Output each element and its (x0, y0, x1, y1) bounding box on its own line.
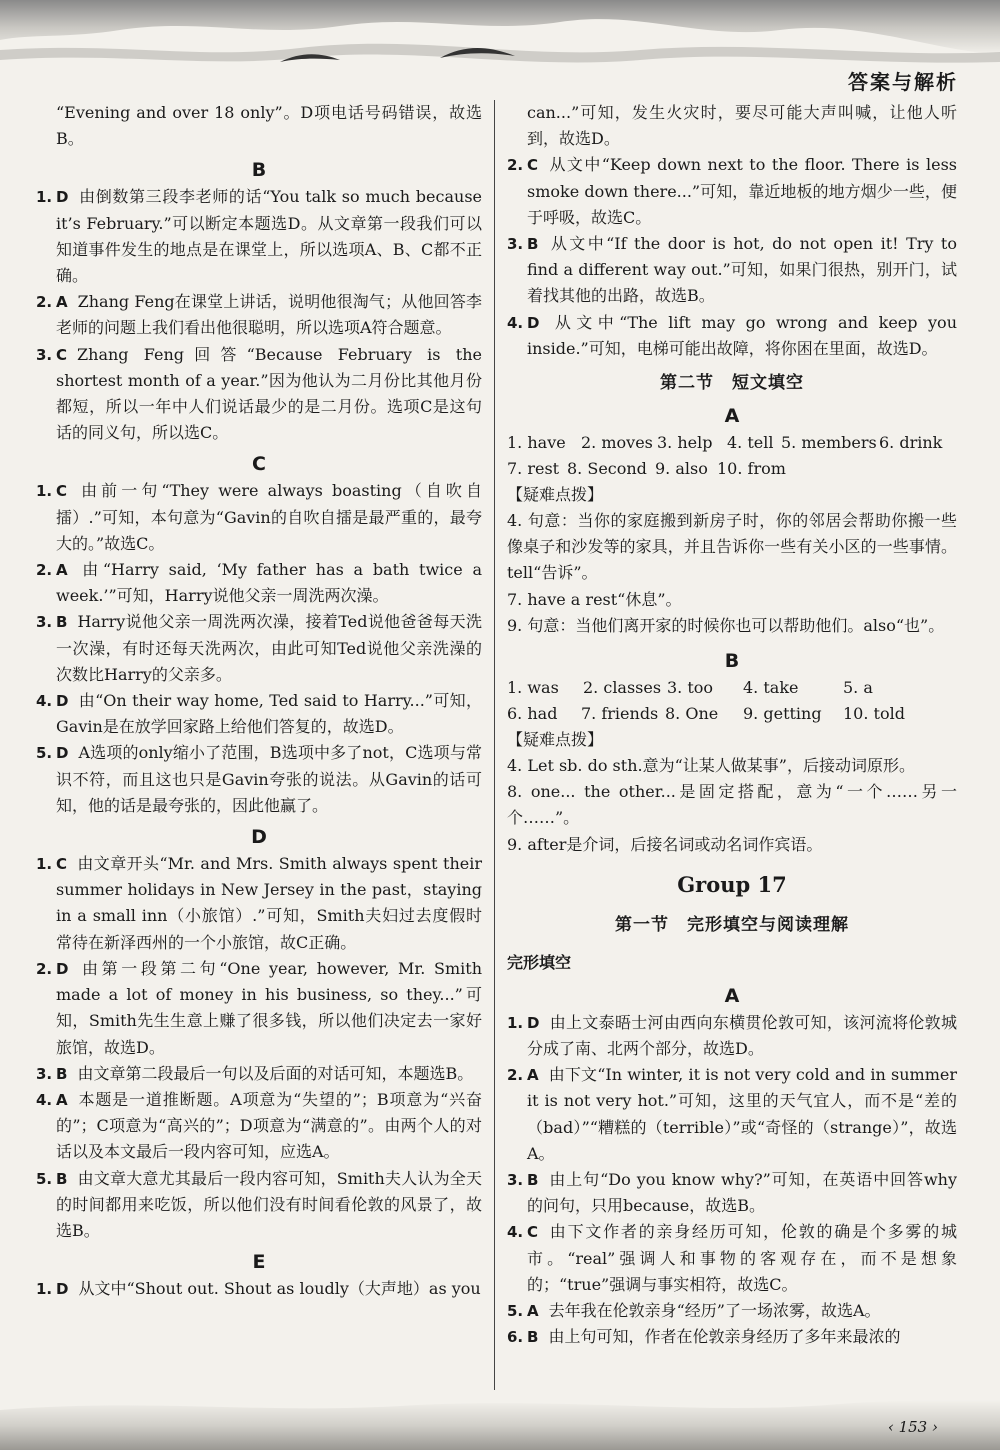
answer-word: 5. members (781, 433, 877, 453)
item-explanation: 由上句“Do you know why?”可知，在英语中回答why的问句，只用because，故选B。 (527, 1170, 957, 1216)
answer-row (507, 430, 957, 456)
continued-text: can...”可知，发生火灾时，要尽可能大声叫喊，让他人听到，故选D。 (527, 103, 957, 149)
tip-note: 9. after是介词，后接名词或动名词作宾语。 (507, 834, 823, 854)
item-number: 1. (36, 188, 53, 207)
answer-item (36, 851, 482, 956)
section-title: 第一节 完形填空与阅读理解 (615, 914, 849, 935)
answer-item (507, 1324, 957, 1350)
answer-word: 7. rest (507, 459, 560, 479)
item-explanation: 由上句可知，作者在伦敦亲身经历了多年来最浓的 (548, 1327, 901, 1347)
answer-item (36, 1087, 482, 1166)
answer-row (507, 675, 957, 701)
intro-text: “Evening and over 18 only”。D项电话号码错误，故选B。 (56, 103, 482, 149)
item-explanation: 由倒数第三段李老师的话“You talk so much because it’s February.”可以断定本题选D。从文章第一段我们可以知道事件发生的地点是在课堂上，所以选项A、B、C都不正确。 (56, 187, 482, 286)
section-letter: B (251, 159, 267, 182)
item-answer: D (56, 959, 69, 978)
answer-word: 3. help (657, 433, 713, 453)
item-number: 3. (36, 613, 53, 632)
item-number: 2. (507, 1066, 524, 1085)
item-number: 1. (36, 1280, 53, 1299)
item-answer: D (527, 1013, 540, 1032)
item-number: 3. (36, 1064, 53, 1083)
item-number: 3. (36, 345, 53, 364)
answer-word: 6. had (507, 704, 558, 724)
answer-item (36, 609, 482, 688)
item-answer: B (527, 1328, 539, 1347)
answer-word: 8. Second (567, 459, 647, 479)
item-number: 4. (36, 1090, 53, 1109)
left-column (36, 100, 482, 1302)
item-explanation: 由文章大意尤其最后一段内容可知，Smith夫人认为全天的时间都用来吃饭，所以他们没有时间看伦敦的风景了，故选B。 (56, 1168, 482, 1240)
answer-item (507, 1062, 957, 1167)
item-explanation: 由上文泰晤士河由西向东横贯伦敦可知，该河流将伦敦城分成了南、北两个部分，故选D。 (527, 1012, 957, 1059)
answer-item (36, 557, 482, 609)
answer-word: 10. told (843, 704, 905, 724)
answer-word: 4. tell (727, 433, 774, 453)
item-explanation: Zhang Feng回答“Because February is the shortest month of a year.”因为他认为二月份比其他月份都短，所以一年中人们说话最少的是二月份。选项C是这句话的同义句，所以选C。 (56, 344, 482, 443)
item-number: 1. (507, 1013, 524, 1032)
item-number: 5. (36, 1169, 53, 1188)
item-answer: C (56, 482, 68, 501)
item-number: 3. (507, 1171, 524, 1190)
item-number: 4. (36, 692, 53, 711)
item-number: 6. (507, 1328, 524, 1347)
answer-item (36, 956, 482, 1061)
item-explanation: 由下文作者的亲身经历可知，伦敦的确是个多雾的城市。“real”强调人和事物的客观存在，而不是想象的；“true”强调与事实相符，故选C。 (527, 1222, 957, 1294)
item-explanation: A选项的only缩小了范围，B选项中多了not，C选项与常识不符，而且这也只是Gavin夸张的说法。从Gavin的话可知，他的话是最夸张的，因此他赢了。 (56, 743, 482, 815)
item-answer: A (56, 293, 68, 312)
answer-row (507, 456, 957, 482)
item-explanation: 由“On their way home, Ted said to Harry...”可知，Gavin是在放学回家路上给他们答复的，故选D。 (56, 691, 482, 737)
item-answer: A (56, 561, 68, 580)
item-answer: B (56, 1169, 68, 1188)
tip-note: 7. have a rest“休息”。 (507, 589, 682, 609)
item-number: 1. (36, 855, 53, 874)
item-explanation: 由下文“In winter, it is not very cold and in summer it is not very hot.”可知，这里的天气宜人，而不是“差的（bad）”“糟糕的（terrible）”或“奇怪的（strange）”，故选A。 (527, 1065, 957, 1163)
group-title: Group 17 (677, 871, 787, 897)
answer-word: 3. too (667, 678, 714, 698)
item-number: 5. (507, 1302, 524, 1321)
item-number: 2. (36, 959, 53, 978)
item-number: 2. (36, 561, 53, 580)
tip-note: 8. one... the other...是固定搭配，意为“一个……另一个……”。 (507, 782, 957, 828)
item-explanation: 从文中“Keep down next to the floor. There is less smoke down there...”可知，靠近地板的地方烟少一些，便于呼吸，故选C。 (527, 155, 957, 227)
item-answer: C (56, 855, 68, 874)
item-answer: B (56, 613, 68, 632)
right-column (507, 100, 957, 1351)
section-letter: D (251, 826, 267, 849)
item-explanation: 从文中“The lift may go wrong and keep you inside.”可知，电梯可能出故障，将你困在里面，故选D。 (527, 312, 957, 358)
tip-note: 4. Let sb. do sth.意为“让某人做某事”，后接动词原形。 (507, 756, 915, 776)
answer-item (507, 1010, 957, 1062)
answer-word: 7. friends (581, 704, 659, 724)
item-answer: C (56, 345, 68, 364)
answer-word: 6. drink (879, 433, 943, 453)
answer-item (507, 152, 957, 231)
answer-item (36, 1276, 482, 1302)
answer-item (507, 310, 957, 362)
item-explanation: 由文章第二段最后一句以及后面的对话可知，本题选B。 (77, 1063, 474, 1083)
item-explanation: Harry说他父亲一周洗两次澡，接着Ted说他爸爸每天洗一次澡，有时还每天洗两次，由此可知Ted说他父亲洗澡的次数比Harry的父亲多。 (56, 612, 482, 684)
item-explanation: 去年我在伦敦亲身“经历”了一场浓雾，故选A。 (548, 1301, 881, 1321)
item-explanation: 由文章开头“Mr. and Mrs. Smith always spent their summer holidays in New Jersey in the past，staying in a small inn（小旅馆）.”可知，Smith夫妇过去度假时常待在新泽西州的一个小旅馆，故C正确。 (56, 854, 482, 952)
item-answer: A (527, 1066, 539, 1085)
item-answer: A (527, 1302, 539, 1321)
answer-word: 8. One (665, 704, 719, 724)
item-explanation: 由前一句“They were always boasting（自吹自擂）.”可知，本句意为“Gavin的自吹自擂是最严重的，最夸大的。”故选C。 (56, 481, 482, 553)
item-answer: D (527, 313, 540, 332)
answer-word: 2. classes (583, 678, 662, 698)
item-explanation: 本题是一道推断题。A项意为“失望的”；B项意为“兴奋的”；C项意为“高兴的”；D项意为“满意的”。由两个人的对话以及本文最后一段内容可知，应选A。 (56, 1089, 482, 1162)
tip-note: 9. 句意：当他们离开家的时候你也可以帮助他们。also“也”。 (507, 615, 945, 635)
item-answer: C (527, 156, 539, 175)
item-number: 5. (36, 744, 53, 763)
tips-label: 【疑难点拨】 (507, 485, 604, 505)
answer-row (507, 701, 957, 727)
footer-decoration (0, 1380, 1000, 1450)
answer-item (36, 184, 482, 289)
answer-item (36, 688, 482, 740)
answer-item (36, 740, 482, 819)
subsection-title: 完形填空 (507, 952, 572, 972)
answer-word: 1. was (507, 678, 559, 698)
answer-word: 5. a (843, 678, 873, 698)
answer-item (36, 289, 482, 341)
item-explanation: 由“Harry said, ‘My father has a bath twice a week.’”可知，Harry说他父亲一周洗两次澡。 (56, 560, 482, 606)
item-answer: B (527, 235, 539, 254)
answer-word: 4. take (743, 678, 799, 698)
answer-word: 10. from (717, 459, 786, 479)
answer-item (36, 478, 482, 557)
section-letter: E (252, 1251, 266, 1274)
item-explanation: 从文中“If the door is hot, do not open it! Try to find a different way out.”可知，如果门很热，别开门，试着找其他的出路，故选B。 (527, 234, 957, 306)
answer-item (36, 1166, 482, 1245)
answer-item (36, 1061, 482, 1087)
item-answer: B (56, 1064, 68, 1083)
item-explanation: Zhang Feng在课堂上讲话，说明他很淘气；从他回答李老师的问题上我们看出他很聪明，所以选项A符合题意。 (56, 292, 482, 338)
item-explanation: 由第一段第二句“One year, however, Mr. Smith made a lot of money in his business, so they...”可知，Smith先生生意上赚了很多钱，所以他们决定去一家好旅馆，故选D。 (56, 958, 482, 1057)
answer-item (507, 1298, 957, 1324)
item-number: 4. (507, 313, 524, 332)
section-letter: C (252, 453, 266, 476)
item-answer: D (56, 1280, 69, 1299)
section-letter: B (724, 650, 740, 673)
answer-item (507, 231, 957, 310)
answer-item (36, 342, 482, 447)
item-answer: D (56, 744, 69, 763)
answer-word: 2. moves (581, 433, 653, 453)
header-title: 答案与解析 (848, 70, 958, 94)
page-number: ‹ 153 › (887, 1418, 938, 1436)
section-letter: A (724, 984, 740, 1007)
item-answer: D (56, 188, 69, 207)
answer-word: 9. getting (743, 704, 822, 724)
tips-label: 【疑难点拨】 (507, 730, 604, 750)
item-answer: C (527, 1223, 539, 1242)
item-answer: D (56, 692, 69, 711)
answer-word: 9. also (655, 459, 708, 479)
item-number: 3. (507, 235, 524, 254)
item-number: 1. (36, 482, 53, 501)
tip-note: 4. 句意：当你的家庭搬到新房子时，你的邻居会帮助你搬一些像桌子和沙发等的家具，并且告诉你一些有关小区的一些事情。tell“告诉”。 (507, 511, 957, 583)
item-number: 2. (507, 156, 524, 175)
item-number: 4. (507, 1223, 524, 1242)
item-number: 2. (36, 293, 53, 312)
answer-item (507, 1167, 957, 1219)
item-answer: A (56, 1090, 68, 1109)
item-answer: B (527, 1171, 539, 1190)
item-explanation: 从文中“Shout out. Shout as loudly（大声地）as you (78, 1279, 481, 1299)
section-letter: A (724, 405, 740, 428)
section-title: 第二节 短文填空 (660, 373, 804, 394)
answer-word: 1. have (507, 433, 566, 453)
column-divider (494, 100, 495, 1390)
answer-item (507, 1219, 957, 1298)
